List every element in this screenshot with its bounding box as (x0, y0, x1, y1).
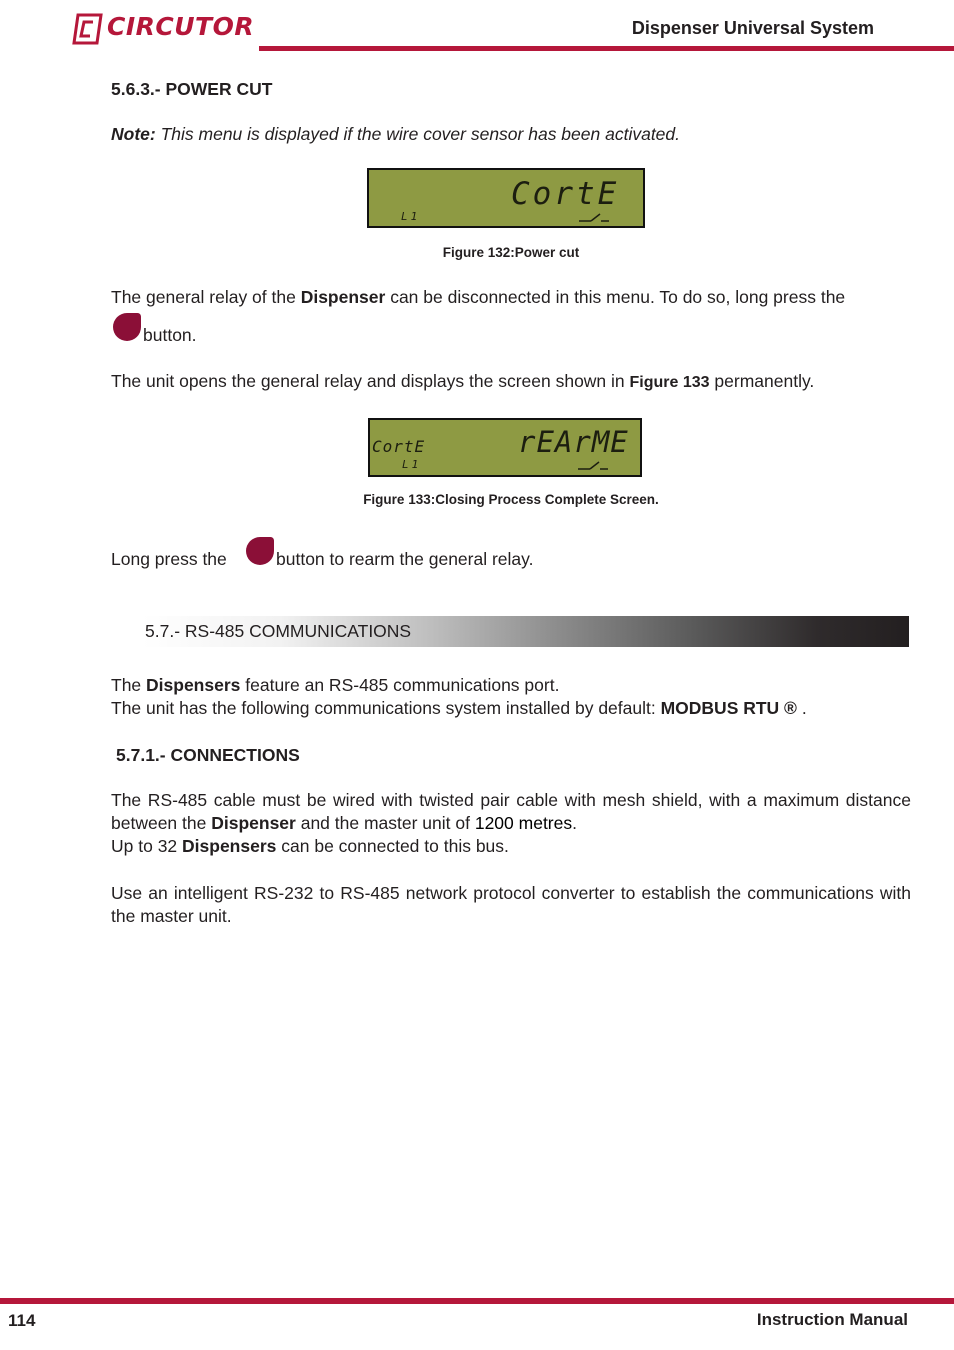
text-run: The unit opens the general relay and displays the screen shown in (111, 371, 630, 391)
text-run: The general relay of the (111, 287, 301, 307)
protocol-name: MODBUS RTU ® (660, 698, 797, 718)
text-run: . (572, 813, 577, 833)
text-run: The unit has the following communications system installed by default: (111, 698, 661, 718)
logo-wordmark: CIRCUTOR (107, 12, 255, 41)
action-button-icon (246, 537, 274, 570)
note-label: Note: (111, 124, 156, 144)
figure-132-caption: Figure 132:Power cut (442, 245, 580, 260)
lcd-rearm (368, 418, 642, 477)
lcd-sub-text: L1 (401, 210, 421, 223)
section-heading-connections: 5.7.1.- CONNECTIONS (116, 745, 300, 765)
text-run: The (111, 675, 147, 695)
figure-133-caption: Figure 133:Closing Process Complete Screen. (363, 492, 659, 507)
text-run: feature an RS-485 communications port. (240, 675, 560, 695)
note (111, 123, 680, 146)
lcd-left-text: CortE (372, 437, 426, 456)
text-run: Up to 32 (111, 836, 183, 856)
footer-title: Instruction Manual (756, 1310, 908, 1329)
text-run: The RS-485 cable must be wired with twisted pair cable with mesh shield, with a maximum distance between the (111, 790, 911, 833)
relay-switch-icon (577, 212, 611, 224)
paragraph-converter: Use an intelligent RS-232 to RS-485 network protocol converter to establish the communications with the master unit. (111, 883, 911, 926)
header-title: Dispenser Universal System (631, 18, 874, 38)
paragraph-rearm-a: Long press the (111, 549, 227, 569)
paragraph-bus (111, 835, 509, 858)
text-run-bold: Dispenser (211, 813, 296, 833)
section-heading-power-cut: 5.6.3.- POWER CUT (111, 79, 273, 99)
lcd-main-text: rEArME (518, 425, 629, 459)
text-run: can be connected to this bus. (276, 836, 509, 856)
text-run: . (796, 698, 807, 718)
text-run-bold: Dispensers (146, 675, 241, 695)
paragraph-relay (111, 286, 911, 309)
circutor-logo-icon (70, 12, 104, 46)
paragraph-rearm-b: button to rearm the general relay. (276, 549, 534, 569)
text-run-bold: Dispenser (300, 287, 386, 307)
distance-value: 1200 metres (474, 813, 573, 833)
paragraph-relay-end: button. (143, 325, 197, 345)
text-run: can be disconnected in this menu. To do so, long press the (385, 287, 846, 307)
text-run-bold: Dispensers (182, 836, 277, 856)
paragraph-unit-opens (111, 370, 814, 394)
text-run: and the master unit of (295, 813, 475, 833)
action-button-icon (113, 313, 141, 346)
section-bar-rs485 (142, 616, 909, 647)
header-rule (259, 46, 954, 51)
lcd-power-cut (367, 168, 645, 228)
circutor-logo (70, 11, 255, 47)
relay-switch-icon (576, 460, 610, 472)
paragraph-rs485-port (111, 674, 911, 720)
text-run: permanently. (709, 371, 815, 391)
page-number: 114 (8, 1311, 36, 1330)
lcd-sub-text: L1 (402, 458, 422, 471)
section-bar-title: 5.7.- RS-485 COMMUNICATIONS (145, 621, 412, 641)
footer-rule (0, 1298, 954, 1304)
paragraph-cable (111, 789, 911, 835)
figure-reference: Figure 133 (629, 374, 710, 391)
lcd-main-text: CortE (511, 176, 620, 212)
note-text: This menu is displayed if the wire cover sensor has been activated. (155, 124, 681, 144)
